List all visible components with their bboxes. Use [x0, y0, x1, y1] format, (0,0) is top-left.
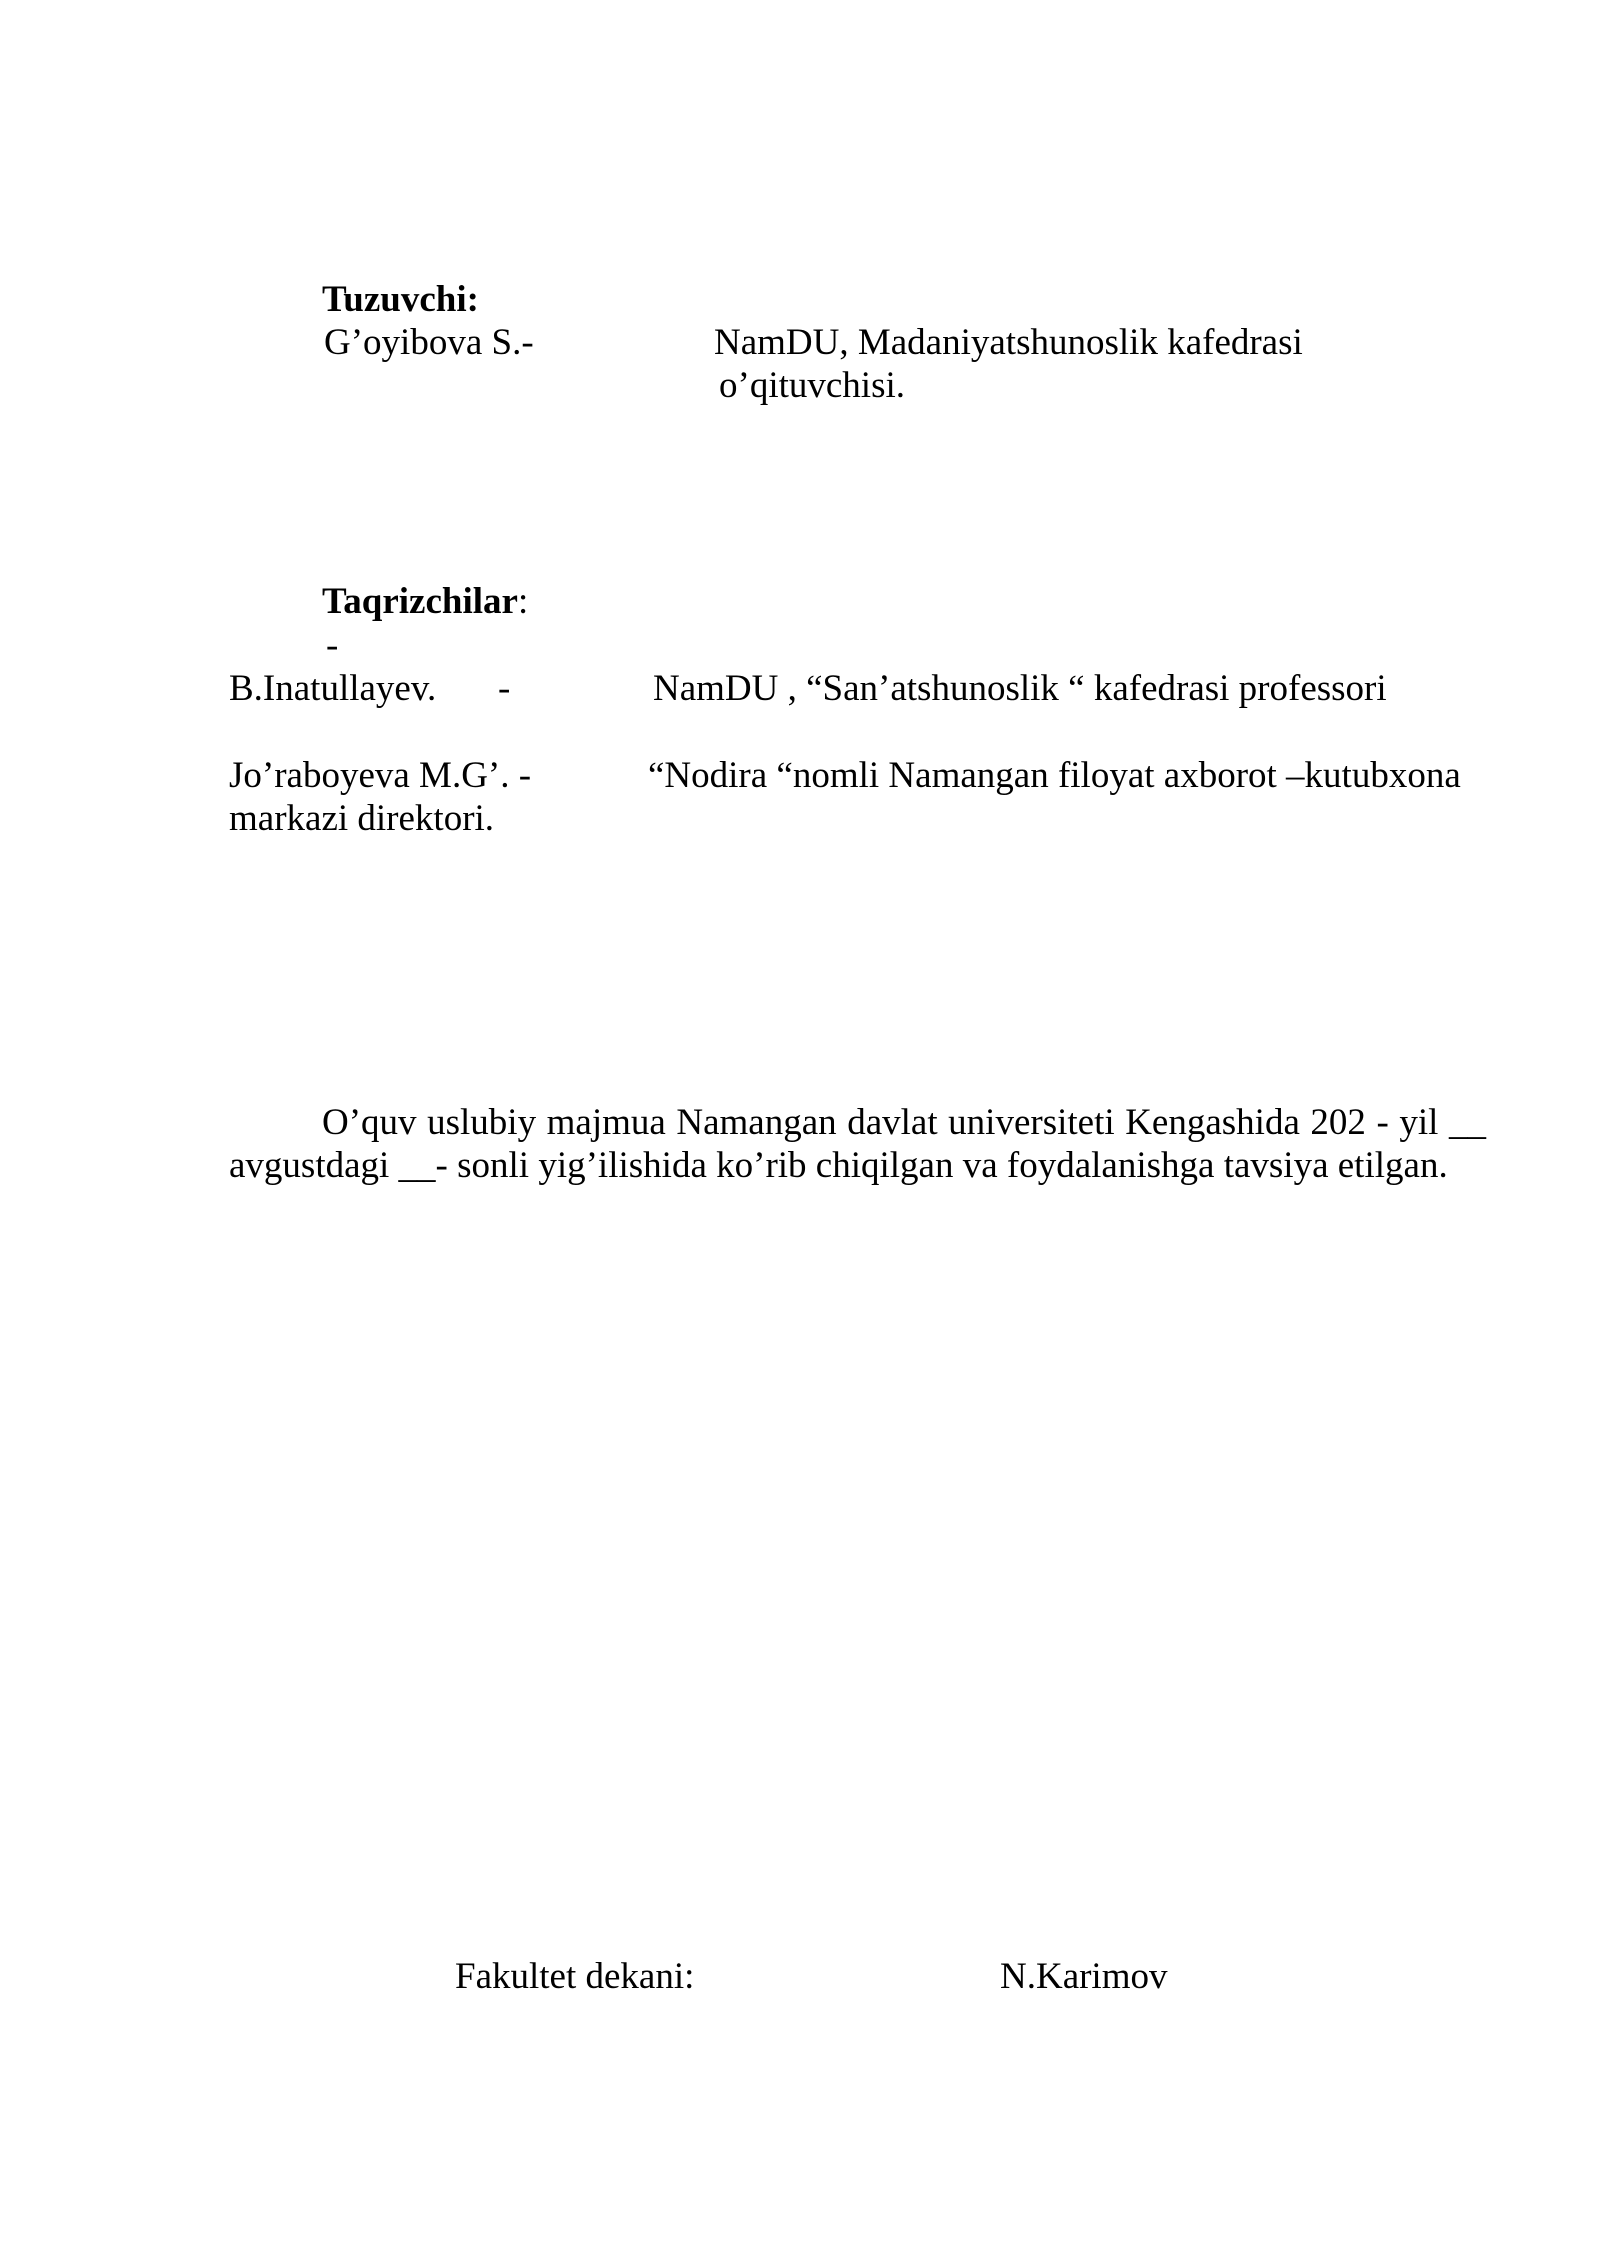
signature-label: Fakultet dekani: — [455, 1956, 695, 1997]
approval-text: O’quv uslubiy majmua Namangan davlat universiteti Kengashida 202 - yil __ avgustdagi __- sonli yig’ilishida ko’rib chiqilgan va foydalanishga tavsiya etilgan. — [229, 1102, 1486, 1186]
signature-name: N.Karimov — [1000, 1956, 1168, 1997]
reviewer-1-name: B.Inatullayev. — [229, 668, 437, 709]
compiler-heading: Tuzuvchi: — [322, 279, 479, 320]
compiler-position-line2: o’qituvchisi. — [719, 365, 906, 406]
reviewer-1-dash: - — [498, 668, 511, 709]
reviewer-2-name: Jo’raboyeva M.G’. - — [229, 755, 532, 796]
reviewers-heading: Taqrizchilar — [322, 581, 518, 622]
reviewers-dash: - — [326, 625, 339, 666]
reviewer-2-position: “Nodira “nomli Namangan filoyat axborot –kutubxona — [648, 755, 1461, 796]
reviewers-heading-colon: : — [517, 581, 529, 622]
reviewers-heading-line — [322, 580, 528, 623]
approval-paragraph — [229, 1101, 1486, 1187]
reviewer-2-position-cont: markazi direktori. — [229, 798, 495, 839]
reviewer-1-position: NamDU , “San’atshunoslik “ kafedrasi professori — [653, 668, 1387, 709]
compiler-name: G’oyibova S.- — [324, 322, 534, 363]
compiler-position-line1: NamDU, Madaniyatshunoslik kafedrasi — [714, 322, 1303, 363]
